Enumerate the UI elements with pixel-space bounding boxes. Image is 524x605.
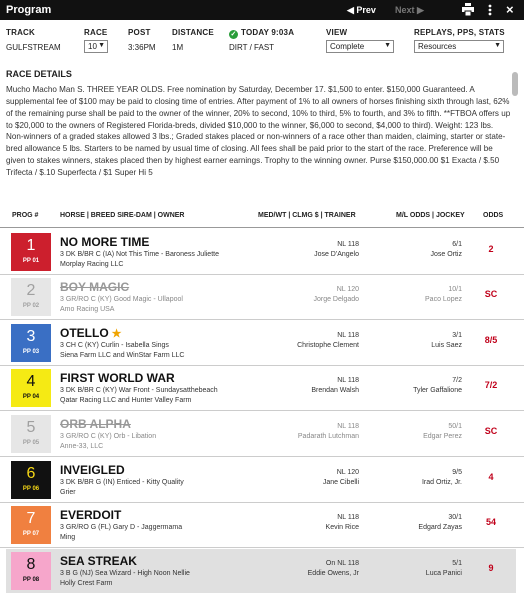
resources-select-value: Resources [418,42,457,51]
horse-owner: Holly Crest Farm [60,580,113,587]
morning-line-odds: 50/1 [448,423,462,430]
entry-row[interactable] [6,275,516,319]
col-odds: ODDS [483,212,504,219]
entry-row[interactable] [6,412,516,456]
jockey: Luis Saez [431,342,462,349]
horse-breed: 3 CH C (KY) Curlin - Isabella Sings [60,342,169,349]
race-details-scrollbar[interactable] [512,72,518,96]
entry-row[interactable] [6,503,516,547]
med-weight: On NL 118 [325,560,359,567]
program-number: 8 [26,556,36,573]
med-weight: NL 118 [337,514,359,521]
horse-name: OTELLO [60,326,109,340]
horse-owner: Qatar Racing LLC and Hunter Valley Farm [60,397,192,404]
row-divider [0,410,524,411]
live-odds: 4 [488,472,494,482]
trainer: Kevin Rice [325,524,359,531]
race-details-title: RACE DETAILS [6,69,72,79]
med-weight: NL 118 [337,377,359,384]
trainer: Jane Cibelli [322,479,359,486]
checkmark-icon: ✓ [230,31,237,38]
col-prog: PROG # [12,212,39,219]
horse-name[interactable]: BOY MAGIC [60,280,130,294]
trainer: Padarath Lutchman [297,433,359,440]
entry-row[interactable] [6,549,516,593]
post-position: PP 05 [22,440,40,446]
chevron-down-icon: ▼ [98,42,105,49]
program-number-badge [11,369,51,407]
distance-label: DISTANCE [172,28,214,37]
resources-select[interactable] [414,40,504,53]
prev-label: Prev [356,5,376,15]
prev-button[interactable]: ◀ Prev [347,5,376,15]
more-options-icon[interactable] [485,4,495,16]
horse-name[interactable]: NO MORE TIME [60,235,150,249]
jockey: Edgard Zayas [418,524,462,531]
live-odds: 9 [488,563,494,573]
jockey: Luca Panici [425,570,462,577]
morning-line-odds: 10/1 [448,286,462,293]
program-number: 6 [26,465,36,482]
horse-name[interactable]: ORB ALPHA [60,417,131,431]
jockey: Tyler Gaffalione [413,387,462,394]
today-label [229,28,294,39]
live-odds: 54 [485,517,496,527]
horse-owner: Siena Farm LLC and WinStar Farm LLC [60,352,185,359]
page-title: Program [6,4,52,16]
row-divider [0,547,524,548]
med-weight: NL 118 [337,332,359,339]
live-odds: 2 [488,244,494,254]
jockey: Paco Lopez [425,296,462,303]
program-number-badge [11,506,51,544]
program-number-badge [11,278,51,316]
horse-breed: 3 GR/RO C (KY) Orb - Libation [60,433,157,440]
post-position: PP 04 [22,394,40,400]
jockey: Edgar Perez [423,433,462,440]
race-select[interactable] [84,40,108,53]
next-label: Next [395,5,415,15]
post-position: PP 02 [22,303,40,309]
race-select-value: 10 [88,42,97,51]
program-number: 5 [26,419,36,436]
horse-breed: 3 B G (NJ) Sea Wizard - High Noon Nellie [60,570,190,577]
horse-breed: 3 DK B/BR G (IN) Enticed - Kitty Quality [60,479,184,486]
post-position: PP 01 [22,258,40,264]
morning-line-odds: 30/1 [448,514,462,521]
morning-line-odds: 3/1 [452,332,462,339]
med-weight: NL 118 [337,241,359,248]
horse-name[interactable]: FIRST WORLD WAR [60,371,175,385]
surface-value: DIRT / FAST [229,43,275,52]
post-position: PP 06 [22,486,40,492]
col-ml: M/L ODDS | JOCKEY [396,212,465,219]
horse-breed: 3 GR/RO C (KY) Good Magic - Ullapool [60,296,183,303]
jockey: Irad Ortiz, Jr. [421,479,462,486]
post-position: PP 07 [22,531,40,537]
view-select[interactable] [326,40,394,53]
chevron-down-icon: ▼ [494,42,501,49]
col-med: MED/WT | CLMG $ | TRAINER [258,212,356,219]
trainer: Jose D'Angelo [314,251,359,258]
morning-line-odds: 5/1 [452,560,462,567]
program-header-bar [0,0,524,20]
entry-row[interactable] [6,321,516,365]
trainer: Brendan Walsh [311,387,359,394]
horse-owner: Anne-33, LLC [60,443,104,450]
race-details-text: Mucho Macho Man S. THREE YEAR OLDS. Free nomination by Saturday, December 17. $1,500 to enter. $150,000 Guaranteed. A supplemental fee of $100 may be paid to closing time of entries. After payment of 1% to all owners of horses finishing sixth through last, 62% of the remaining purse shall be paid to the owner of the winner, 20% to second, 10% to third, 5% to fourth, and 3% to fifth. **FTBOA offers up to $20,000 to the owners of Registered Florida-breds, divided $10,000 to the winner, $6,000 to second, $4,000 to third). Weight: 123 lbs. Non-winners of a graded stakes allowed 3 lbs.; Graded stakes placed or non-winners of a race other than maiden, claiming, starter or state-bred allowance 5 lbs. Starters to be named by usual time of closing. All fees shall be paid prior to the start of the race. Preference will be given to stakes winners, stakes placed then by highest earner earnings. Trophy to the winning owner. Purse $150,000.00 $1 Exacta / $.50 Trifecta / $.10 Superfecta / $1 Super Hi 5 [6,85,511,177]
med-weight: NL 120 [336,286,359,293]
row-divider [0,319,524,320]
jockey: Jose Ortiz [430,251,462,258]
entry-row[interactable] [6,230,516,274]
program-number: 7 [26,510,36,527]
close-icon[interactable]: × [506,2,514,17]
header-divider [0,227,524,228]
horse-breed: 3 DK B/BR C (KY) War Front - Sundaysatthebeach [60,387,218,394]
trainer: Christophe Clement [297,342,359,349]
live-odds: SC [484,289,498,299]
program-number-badge [11,552,51,590]
horse-owner: Amo Racing USA [60,306,115,313]
program-number: 4 [26,373,36,390]
trainer: Eddie Owens, Jr [307,570,359,577]
star-icon: ★ [111,328,122,340]
view-label: VIEW [326,28,348,37]
morning-line-odds: 7/2 [452,377,462,384]
post-position: PP 08 [22,577,40,583]
horse-name[interactable]: INVEIGLED [60,463,125,477]
horse-name[interactable]: EVERDOIT [60,508,122,522]
next-button[interactable]: Next ▶ [395,5,424,15]
replays-label: REPLAYS, PPS, STATS [414,28,505,37]
live-odds: 7/2 [484,380,498,390]
horse-owner: Grier [60,489,76,496]
race-label: RACE [84,28,108,37]
horse-breed: 3 GR/RO G (FL) Gary D - Jaggermama [60,524,183,531]
entry-row[interactable] [6,458,516,502]
program-number-badge [11,461,51,499]
live-odds: SC [484,426,498,436]
print-icon[interactable] [462,3,474,16]
horse-breed: 3 DK B/BR C (IA) Not This Time - Baroness Juliette [60,251,219,258]
horse-name-wrap[interactable] [60,326,122,340]
post-position: PP 03 [22,349,40,355]
horse-name[interactable]: SEA STREAK [60,554,137,568]
distance-value: 1M [172,43,184,52]
program-number-badge [11,233,51,271]
entry-row[interactable] [6,366,516,410]
post-value: 3:36PM [128,43,156,52]
morning-line-odds: 6/1 [452,241,462,248]
med-weight: NL 120 [336,469,359,476]
col-horse: HORSE | BREED SIRE-DAM | OWNER [60,212,185,219]
program-number: 2 [26,282,36,299]
trainer: Jorge Delgado [313,296,359,303]
track-label: TRACK [6,28,35,37]
program-number: 3 [26,328,36,345]
row-divider [0,456,524,457]
track-value: GULFSTREAM [6,43,61,52]
post-label: POST [128,28,151,37]
program-number-badge [11,324,51,362]
chevron-down-icon: ▼ [384,42,391,49]
med-weight: NL 118 [337,423,359,430]
horse-owner: Morplay Racing LLC [60,261,124,268]
program-number-badge [11,415,51,453]
today-text: TODAY 9:03A [241,28,295,37]
live-odds: 8/5 [484,335,498,345]
program-number: 1 [26,237,36,254]
morning-line-odds: 9/5 [452,469,462,476]
horse-owner: Ming [60,534,76,541]
view-select-value: Complete [330,42,365,51]
